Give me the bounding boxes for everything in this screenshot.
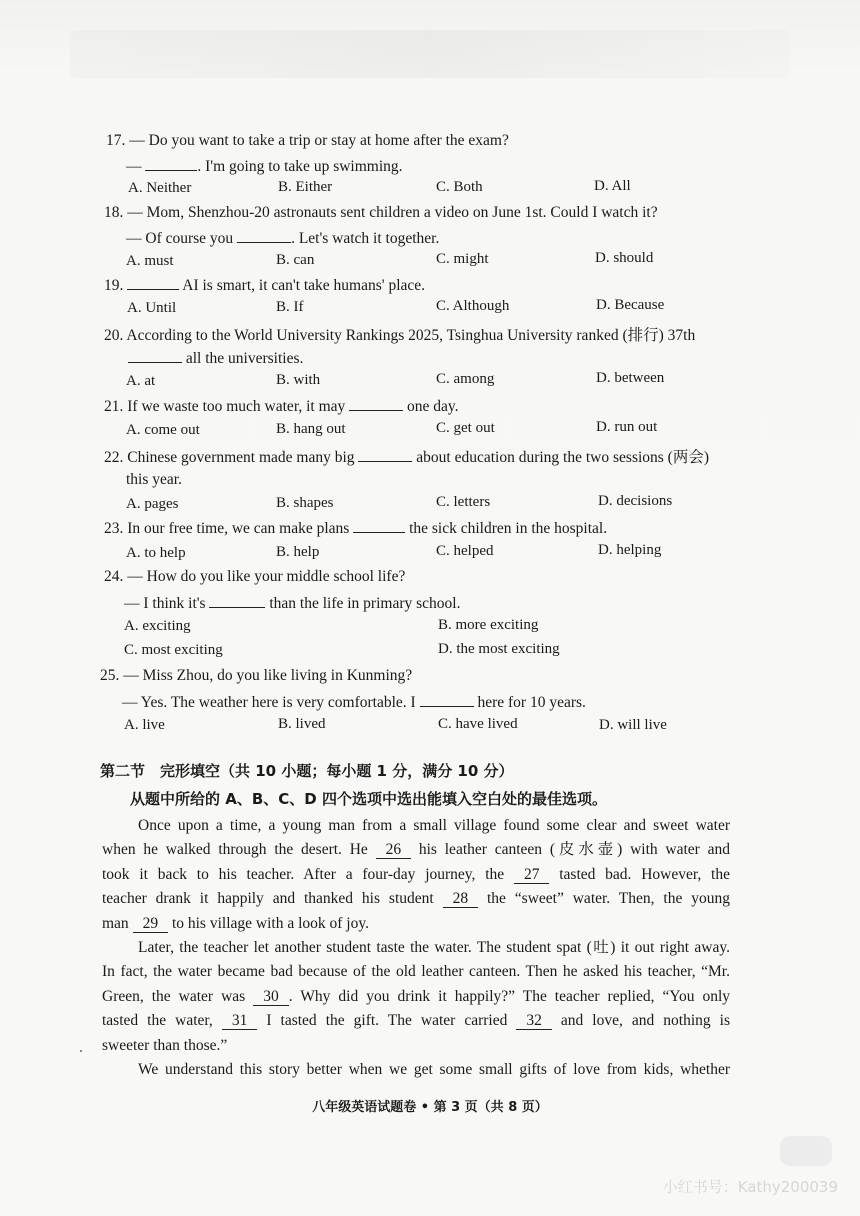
option-23-c: C. helped <box>436 543 494 559</box>
answer-blank <box>353 518 405 533</box>
option-25-b: B. lived <box>278 716 326 732</box>
blank-31: 31 <box>222 1012 258 1030</box>
option-22-d: D. decisions <box>598 493 673 509</box>
option-24-b: B. more exciting <box>438 617 539 633</box>
option-18-b: B. can <box>276 252 315 268</box>
option-18-d: D. should <box>595 250 654 266</box>
option-19-c: C. Although <box>436 298 510 314</box>
option-20-c: C. among <box>436 371 495 387</box>
blank-29: 29 <box>133 915 169 933</box>
option-19-b: B. If <box>276 299 304 315</box>
question-18-line2: — Of course you . Let's watch it together. <box>126 230 440 247</box>
option-25-d: D. will live <box>599 717 667 733</box>
question-17-line2: — . I'm going to take up swimming. <box>126 158 403 175</box>
answer-blank <box>349 396 403 411</box>
passage-line: tasted the water, 31 I tasted the gift. The water carried 32 and love, and nothing is <box>102 1012 730 1030</box>
answer-blank <box>128 348 182 363</box>
passage-line: man 29 to his village with a look of joy. <box>102 914 369 932</box>
option-24-c: C. most exciting <box>124 642 223 658</box>
question-17-line1: 17. — Do you want to take a trip or stay at home after the exam? <box>106 132 509 149</box>
question-21-line1: 21. If we waste too much water, it may one day. <box>104 398 459 415</box>
option-24-d: D. the most exciting <box>438 641 560 657</box>
question-22-line1: 22. Chinese government made many big about education during the two sessions (两会) <box>104 449 710 466</box>
question-18-line1: 18. — Mom, Shenzhou-20 astronauts sent children a video on June 1st. Could I watch it? <box>104 204 658 221</box>
question-24-line2: — I think it's than the life in primary school. <box>124 595 461 612</box>
answer-blank <box>237 228 291 243</box>
answer-blank <box>358 447 412 462</box>
scan-shadow <box>70 30 790 78</box>
watermark-logo <box>780 1136 832 1166</box>
answer-blank <box>127 275 179 290</box>
question-22-line2: this year. <box>126 471 182 488</box>
passage-line: when he walked through the desert. He 26 his leather canteen (皮水壶) with water and <box>102 841 731 859</box>
question-20-line1: 20. According to the World University Rankings 2025, Tsinghua University ranked (排行) 37th <box>104 327 696 344</box>
page-footer: 八年级英语试题卷 • 第 3 页（共 8 页） <box>312 1100 548 1115</box>
question-23-line1: 23. In our free time, we can make plans the sick children in the hospital. <box>104 520 608 537</box>
answer-blank <box>145 156 197 171</box>
option-20-b: B. with <box>276 372 321 388</box>
passage-line: sweeter than those.” <box>102 1036 228 1054</box>
option-22-c: C. letters <box>436 494 491 510</box>
question-24-line1: 24. — How do you like your middle school life? <box>104 568 406 585</box>
passage-line: Green, the water was 30 . Why did you drink it happily?” The teacher replied, “You only <box>102 987 731 1005</box>
option-25-a: A. live <box>124 717 165 733</box>
option-17-b: B. Either <box>278 179 333 195</box>
option-25-c: C. have lived <box>438 716 518 732</box>
option-19-d: D. Because <box>596 297 665 313</box>
option-22-b: B. shapes <box>276 495 334 511</box>
passage-paragraph-3 <box>102 1058 730 1082</box>
passage-paragraph-1 <box>102 814 730 936</box>
option-21-c: C. get out <box>436 420 495 436</box>
scan-speck <box>80 1050 82 1052</box>
passage-line: Once upon a time, a young man from a small village found some clear and sweet water <box>138 817 730 834</box>
passage-line: In fact, the water became bad because of the old leather canteen. Then he asked his teacher, “Mr. <box>102 963 730 981</box>
option-23-d: D. helping <box>598 542 662 558</box>
option-20-d: D. between <box>596 370 665 386</box>
passage-line: Later, the teacher let another student taste the water. The student spat (吐) it out right away. <box>138 939 730 956</box>
blank-28: 28 <box>443 890 479 908</box>
option-21-b: B. hang out <box>276 421 346 437</box>
watermark-text: 小红书号：Kathy200039 <box>662 1178 838 1196</box>
answer-blank <box>420 692 474 707</box>
blank-32: 32 <box>516 1012 552 1030</box>
option-24-a: A. exciting <box>124 618 191 634</box>
question-25-line1: 25. — Miss Zhou, do you like living in Kunming? <box>100 667 413 684</box>
question-20-line2: all the universities. <box>128 348 303 368</box>
option-21-a: A. come out <box>126 422 200 438</box>
blank-26: 26 <box>376 841 412 859</box>
answer-blank <box>209 593 265 608</box>
section-title: 第二节 完形填空（共 10 小题；每小题 1 分，满分 10 分） <box>100 762 514 780</box>
option-17-c: C. Both <box>436 179 483 195</box>
blank-30: 30 <box>253 988 289 1006</box>
option-21-d: D. run out <box>596 419 658 435</box>
option-17-a: A. Neither <box>128 180 192 196</box>
section-instruction: 从题中所给的 A、B、C、D 四个选项中选出能填入空白处的最佳选项。 <box>130 790 607 808</box>
question-25-line2: — Yes. The weather here is very comfortable. I here for 10 years. <box>122 694 586 711</box>
blank-27: 27 <box>514 866 550 884</box>
option-19-a: A. Until <box>127 300 177 316</box>
option-17-d: D. All <box>594 178 631 194</box>
option-20-a: A. at <box>126 373 156 389</box>
passage-line: took it back to his teacher. After a four-day journey, the 27 tasted bad. However, the <box>102 865 730 883</box>
passage-paragraph-2 <box>102 936 730 1058</box>
question-19-line1: 19. AI is smart, it can't take humans' place. <box>104 277 426 294</box>
option-18-a: A. must <box>126 253 174 269</box>
option-23-b: B. help <box>276 544 320 560</box>
passage-line: We understand this story better when we get some small gifts of love from kids, whether <box>138 1061 730 1078</box>
option-23-a: A. to help <box>126 545 186 561</box>
passage-line: teacher drank it happily and thanked his student 28 the “sweet” water. Then, the young <box>102 890 730 908</box>
option-18-c: C. might <box>436 251 489 267</box>
option-22-a: A. pages <box>126 496 179 512</box>
